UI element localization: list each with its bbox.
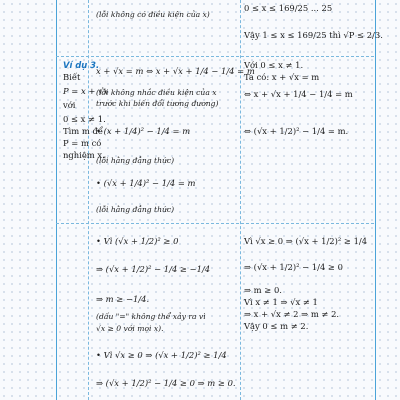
example-title: Ví dụ 3. xyxy=(63,60,100,70)
mid-left-note-2: trước khi biến đổi tương đương) xyxy=(96,99,219,108)
example-line-5: Tìm m để xyxy=(63,126,103,136)
top-note: (lỗi không có điều kiện của x) xyxy=(96,10,210,19)
bottom-right-3: ⇒ m ≥ 0. xyxy=(244,285,282,295)
bottom-left-5: √x ≥ 0 với mọi x). xyxy=(96,324,164,333)
bottom-left-7: ⇒ (√x + 1/2)² − 1/4 ≥ 0 ⇒ m ≥ 0. xyxy=(96,378,236,388)
mid-right-2: Ta có: x + √x = m xyxy=(244,72,320,82)
bottom-left-2: ⇒ (√x + 1/2)² − 1/4 ≥ −1/4 xyxy=(96,264,211,274)
bottom-right-5: ⇒ x + √x ≠ 2 ⇒ m ≠ 2. xyxy=(244,309,340,319)
mid-left-note-1: (lỗi không nhắc điều kiện của x xyxy=(96,88,217,97)
bottom-right-1: Vì √x ≥ 0 ⇒ (√x + 1/2)² ≥ 1/4 xyxy=(244,236,368,246)
mid-right-3: ⇔ x + √x + 1/4 − 1/4 = m xyxy=(244,89,353,99)
row-divider-1 xyxy=(56,56,374,57)
mid-left-note-4: (lỗi hằng đẳng thức) xyxy=(96,205,175,214)
bottom-left-1: • Vì (√x + 1/2)² ≥ 0 xyxy=(96,236,179,246)
bottom-left-3: ⇒ m ≥ −1/4. xyxy=(96,294,150,304)
top-range-line: 0 ≤ x ≤ 169/25 ... 25 xyxy=(244,3,333,13)
example-line-1: Biết xyxy=(63,72,81,82)
example-line-4: 0 ≤ x ≠ 1. xyxy=(63,114,106,124)
mid-left-note-3: (lỗi hằng đẳng thức) xyxy=(96,156,175,165)
example-line-6: P = m có xyxy=(63,138,102,148)
bottom-right-6: Vậy 0 ≤ m ≠ 2. xyxy=(244,321,309,331)
mid-left-eq: x + √x = m ⇔ x + √x + 1/4 − 1/4 = m xyxy=(96,66,255,76)
mid-left-bullet-1: • (x + 1/4)² − 1/4 = m xyxy=(96,126,191,136)
mid-right-1: Với 0 ≤ x ≠ 1. xyxy=(244,60,304,70)
example-line-3: với xyxy=(63,100,76,110)
mid-right-4: ⇔ (√x + 1/2)² − 1/4 = m. xyxy=(244,126,349,136)
column-divider-2 xyxy=(240,0,241,400)
table-frame xyxy=(56,0,376,400)
example-line-2: P = x + √x xyxy=(63,86,109,96)
example-line-7: nghiệm x. xyxy=(63,150,105,160)
bottom-left-6: • Vì √x ≥ 0 ⇒ (√x + 1/2)² ≥ 1/4 xyxy=(96,350,227,360)
top-conclusion: Vậy 1 ≤ x ≤ 169/25 thì √P ≤ 2/3. xyxy=(244,30,383,40)
bottom-right-2: ⇒ (√x + 1/2)² − 1/4 ≥ 0 xyxy=(244,262,343,272)
mid-left-bullet-2: • (√x + 1/4)² − 1/4 = m xyxy=(96,178,196,188)
bottom-right-4: Vì x ≠ 1 ⇒ √x ≠ 1 xyxy=(244,297,318,307)
bottom-left-4: (dấu "=" không thể xảy ra vì xyxy=(96,312,206,321)
row-divider-2 xyxy=(56,223,374,224)
